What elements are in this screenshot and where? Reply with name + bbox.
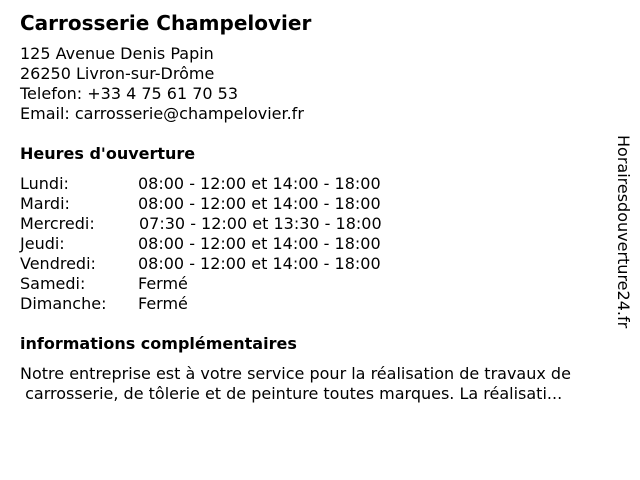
hours-time: 08:00 - 12:00 et 14:00 - 18:00: [138, 254, 381, 273]
address-city: 26250 Livron-sur-Drôme: [20, 64, 215, 83]
hours-time: 08:00 - 12:00 et 14:00 - 18:00: [138, 234, 381, 253]
watermark-text: Horairesdouverture24.fr: [614, 135, 633, 329]
hours-row-wednesday: [20, 214, 440, 234]
hours-row-saturday: [20, 274, 440, 294]
phone-number: Telefon: +33 4 75 61 70 53: [20, 84, 239, 103]
hours-time: Fermé: [138, 274, 188, 293]
hours-row-friday: [20, 254, 440, 274]
hours-row-monday: [20, 174, 440, 194]
hours-row-thursday: [20, 234, 440, 254]
hours-day: Dimanche:: [20, 294, 107, 313]
hours-time: 08:00 - 12:00 et 14:00 - 18:00: [138, 194, 381, 213]
hours-day: Lundi:: [20, 174, 69, 193]
hours-time: Fermé: [138, 294, 188, 313]
hours-day: Jeudi:: [20, 234, 65, 253]
hours-day: Vendredi:: [20, 254, 96, 273]
email-address: Email: carrosserie@champelovier.fr: [20, 104, 304, 123]
description-line: Notre entreprise est à votre service pour la réalisation de travaux de: [20, 364, 571, 383]
hours-day: Mercredi:: [20, 214, 95, 233]
hours-row-sunday: [20, 294, 440, 314]
hours-time: 07:30 - 12:00 et 13:30 - 18:00: [139, 214, 382, 233]
address-street: 125 Avenue Denis Papin: [20, 44, 214, 63]
business-name: Carrosserie Champelovier: [20, 11, 312, 35]
hours-day: Samedi:: [20, 274, 86, 293]
hours-heading: Heures d'ouverture: [20, 144, 196, 163]
description-line: carrosserie, de tôlerie et de peinture toutes marques. La réalisati...: [20, 384, 563, 403]
info-heading: informations complémentaires: [20, 334, 297, 353]
hours-row-tuesday: [20, 194, 440, 214]
hours-day: Mardi:: [20, 194, 70, 213]
hours-time: 08:00 - 12:00 et 14:00 - 18:00: [138, 174, 381, 193]
